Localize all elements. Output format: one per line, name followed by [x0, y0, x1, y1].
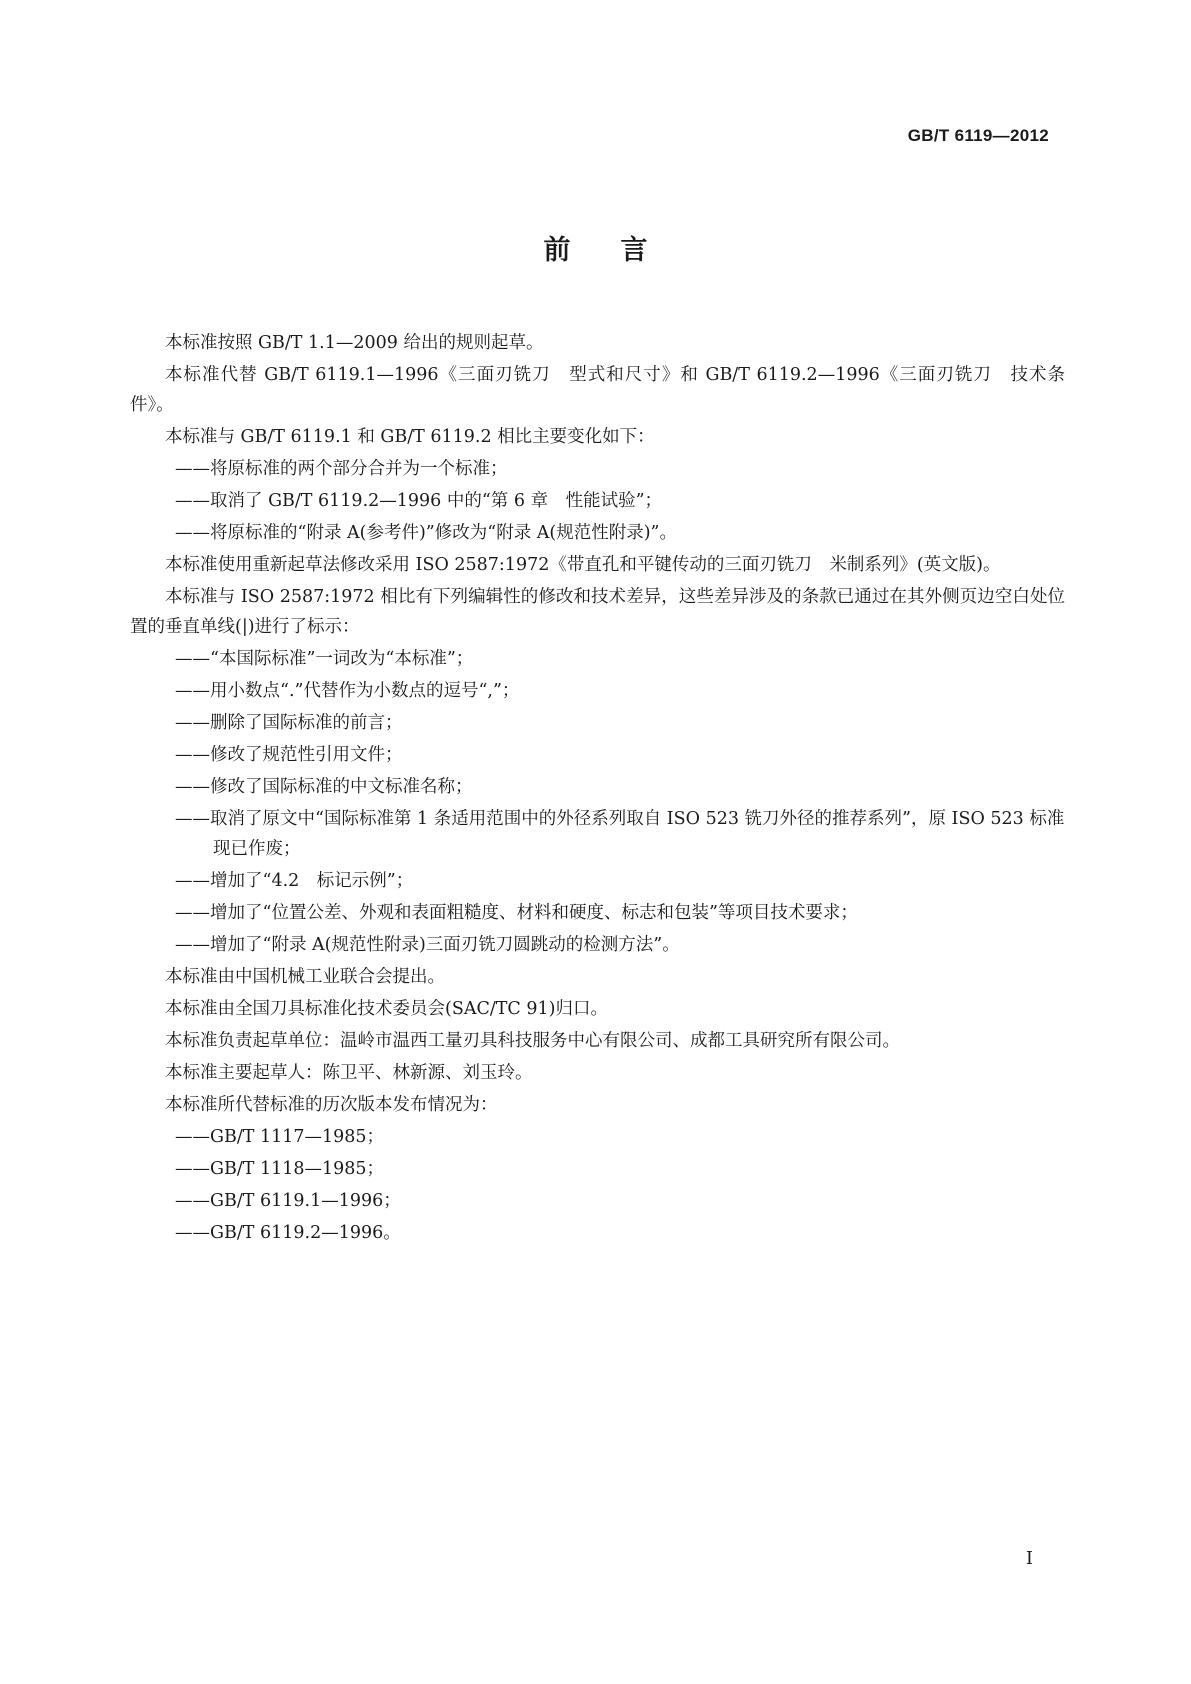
page-title: 前言: [543, 235, 698, 266]
paragraph-drafting-units: 本标准负责起草单位：温岭市温西工量刃具科技服务中心有限公司、成都工具研究所有限公司。: [165, 1031, 900, 1051]
list-item: ——修改了国际标准的中文标准名称；: [175, 777, 473, 797]
list-item: ——用小数点“.”代替作为小数点的逗号“,”；: [175, 681, 520, 701]
list-item: ——GB/T 6119.2—1996。: [175, 1223, 401, 1243]
list-item: ——修改了规范性引用文件；: [175, 745, 403, 765]
list-item: ——删除了国际标准的前言；: [175, 713, 403, 733]
list-item: ——将原标准的两个部分合并为一个标准；: [175, 459, 508, 479]
paragraph-drafters: 本标准主要起草人：陈卫平、林新源、刘玉玲。: [165, 1063, 533, 1083]
list-item: ——GB/T 1117—1985；: [175, 1127, 385, 1147]
paragraph-administered-by: 本标准由全国刀具标准化技术委员会(SAC/TC 91)归口。: [165, 999, 608, 1019]
list-item: ——将原标准的“附录 A(参考件)”修改为“附录 A(规范性附录)”。: [175, 523, 677, 543]
paragraph-adoption: 本标准使用重新起草法修改采用 ISO 2587:1972《带直孔和平键传动的三面刃铣刀 米制系列》(英文版)。: [165, 555, 1001, 575]
standard-code: GB/T 6119—2012: [907, 126, 1049, 145]
list-item: ——“本国际标准”一词改为“本标准”；: [175, 649, 474, 669]
foreword-body: [130, 328, 1065, 1250]
paragraph-differences: 本标准与 ISO 2587:1972 相比有下列编辑性的修改和技术差异，这些差异涉及的条款已通过在其外侧页边空白处位置的垂直单线(|)进行了标示：: [130, 587, 1065, 637]
paragraph-main-changes: 本标准与 GB/T 6119.1 和 GB/T 6119.2 相比主要变化如下：: [165, 427, 655, 447]
list-item: ——GB/T 6119.1—1996；: [175, 1191, 401, 1211]
paragraph-proposed-by: 本标准由中国机械工业联合会提出。: [165, 967, 445, 987]
list-item: ——增加了“附录 A(规范性附录)三面刃铣刀圆跳动的检测方法”。: [175, 935, 680, 955]
paragraph-drafting-rules: 本标准按照 GB/T 1.1—2009 给出的规则起草。: [165, 333, 544, 353]
paragraph-replaces: 本标准代替 GB/T 6119.1—1996《三面刃铣刀 型式和尺寸》和 GB/T 6119.2—1996《三面刃铣刀 技术条件》。: [130, 365, 1065, 415]
list-item: ——取消了 GB/T 6119.2—1996 中的“第 6 章 性能试验”；: [175, 491, 663, 511]
paragraph-history: 本标准所代替标准的历次版本发布情况为：: [165, 1095, 498, 1115]
page-number: I: [1025, 1548, 1033, 1569]
list-item: ——取消了原文中“国际标准第 1 条适用范围中的外径系列取自 ISO 523 铣刀外径的推荐系列”，原 ISO 523 标准现已作废；: [175, 809, 1065, 859]
list-item: ——增加了“4.2 标记示例”；: [175, 871, 414, 891]
list-item: ——GB/T 1118—1985；: [175, 1159, 385, 1179]
list-item: ——增加了“位置公差、外观和表面粗糙度、材料和硬度、标志和包装”等项目技术要求；: [175, 903, 858, 923]
